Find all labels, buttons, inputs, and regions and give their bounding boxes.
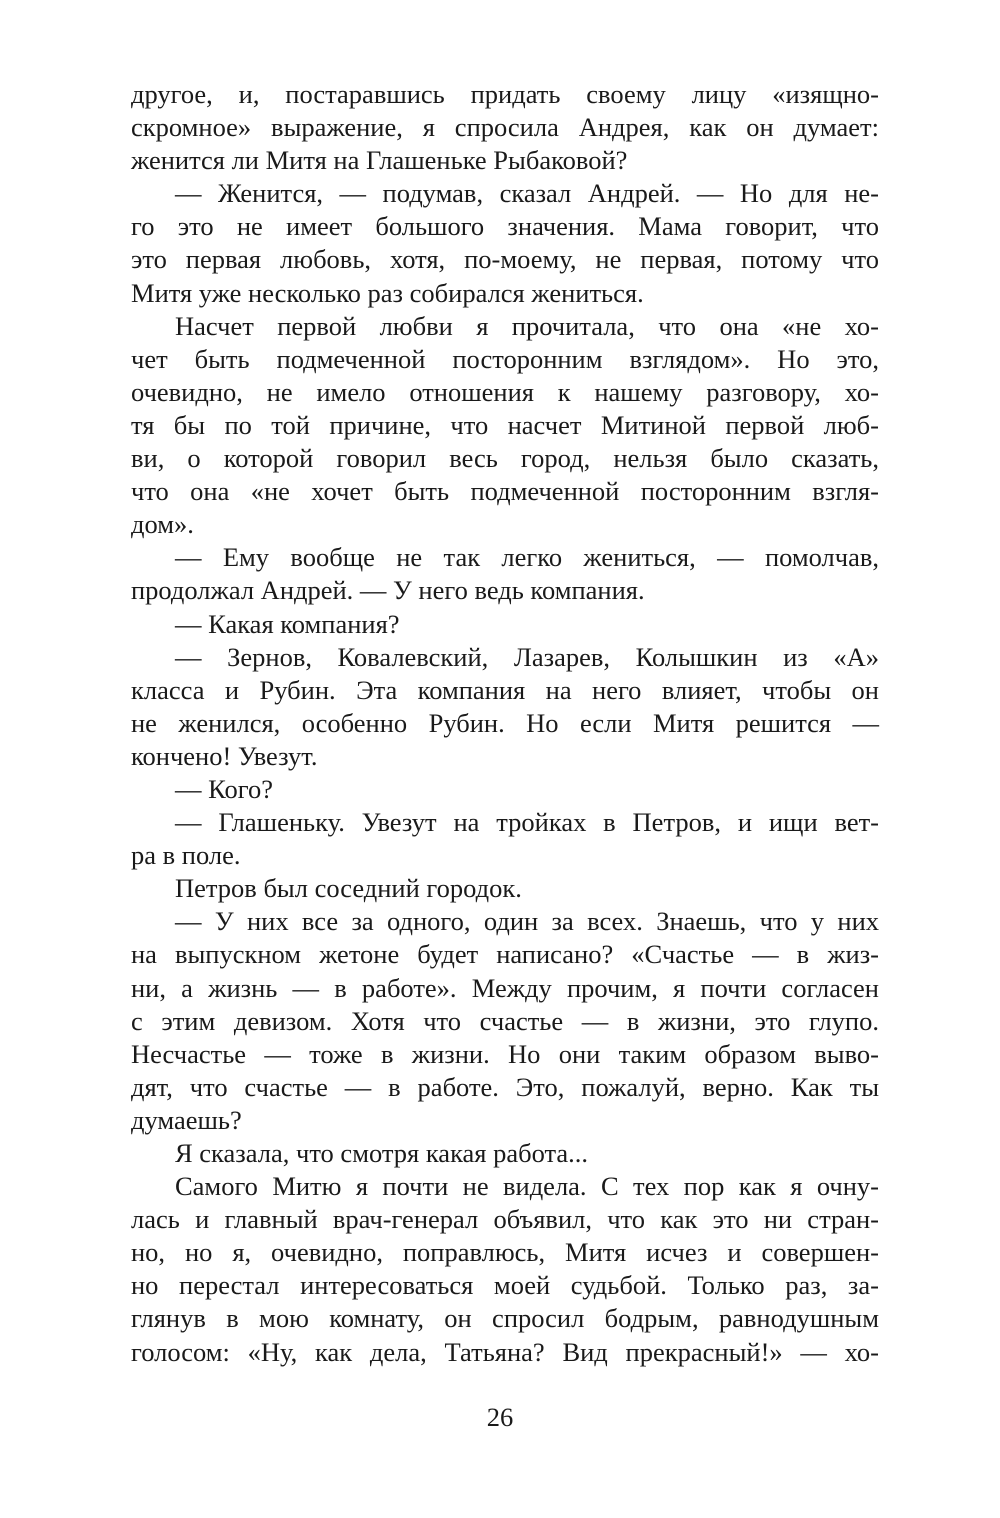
text-line: скромное» выражение, я спросила Андрея, как он думает:	[131, 112, 879, 143]
text-line: дят, что счастье — в работе. Это, пожалуй, верно. Как ты	[131, 1071, 879, 1102]
text-line: класса и Рубин. Эта компания на него влияет, чтобы он	[131, 674, 879, 705]
body-text	[131, 78, 879, 1369]
text-line: лась и главный врач-генерал объявил, что как это ни стран-	[131, 1204, 879, 1235]
text-line: на выпускном жетоне будет написано? «Счастье — в жиз-	[131, 939, 879, 970]
text-line: ни, а жизнь — в работе». Между прочим, я почти согласен	[131, 972, 879, 1003]
text-line: — Глашеньку. Увезут на тройках в Петров, и ищи вет-	[175, 807, 879, 838]
text-line: ра в поле.	[131, 840, 241, 871]
text-line: что она «не хочет быть подмеченной посторонним взгля-	[131, 476, 879, 507]
text-line: Несчастье — тоже в жизни. Но они таким образом выво-	[131, 1038, 879, 1069]
text-line: — Ему вообще не так легко жениться, — помолчав,	[175, 542, 879, 573]
text-line: продолжал Андрей. — У него ведь компания.	[131, 575, 645, 606]
text-line: дом».	[131, 509, 194, 540]
text-line: — Женится, — подумав, сказал Андрей. — Но для не-	[175, 178, 879, 209]
text-line: голосом: «Ну, как дела, Татьяна? Вид прекрасный!» — хо-	[131, 1336, 879, 1367]
text-line: ви, о которой говорил весь город, нельзя было сказать,	[131, 443, 879, 474]
text-line: Самого Митю я почти не видела. С тех пор как я очну-	[175, 1171, 879, 1202]
text-line: женится ли Митя на Глашеньке Рыбаковой?	[131, 145, 628, 176]
text-line: но, но я, очевидно, поправлюсь, Митя исчез и совершен-	[131, 1237, 879, 1268]
text-line: — Зернов, Ковалевский, Лазарев, Колышкин из «А»	[175, 641, 879, 672]
text-line: думаешь?	[131, 1104, 242, 1135]
text-line: чет быть подмеченной посторонним взглядом». Но это,	[131, 343, 879, 374]
text-line: го это не имеет большого значения. Мама говорит, что	[131, 211, 879, 242]
text-line: — У них все за одного, один за всех. Знаешь, что у них	[175, 906, 879, 937]
text-line: — Кого?	[175, 773, 273, 804]
text-line: тя бы по той причине, что насчет Митиной первой люб-	[131, 409, 879, 440]
text-line: с этим девизом. Хотя что счастье — в жизни, это глупо.	[131, 1005, 879, 1036]
text-line: это первая любовь, хотя, по-моему, не первая, потому что	[131, 244, 879, 275]
text-line: другое, и, постаравшись придать своему лицу «изящно-	[131, 79, 879, 109]
text-line: очевидно, не имело отношения к нашему разговору, хо-	[131, 376, 879, 407]
text-line: Петров был соседний городок.	[175, 873, 522, 904]
text-line: Я сказала, что смотря какая работа...	[175, 1138, 589, 1168]
text-line: не женился, особенно Рубин. Но если Митя решится —	[131, 707, 879, 738]
text-line: Митя уже несколько раз собирался жениться.	[131, 277, 644, 308]
text-line: но перестал интересоваться моей судьбой. Только раз, за-	[131, 1270, 879, 1301]
text-line: — Какая компания?	[175, 608, 400, 639]
page-number: 26	[486, 1402, 514, 1432]
text-line: кончено! Увезут.	[131, 740, 318, 771]
text-line: Насчет первой любви я прочитала, что она «не хо-	[175, 310, 879, 341]
text-line: глянув в мою комнату, он спросил бодрым, равнодушным	[131, 1303, 879, 1334]
